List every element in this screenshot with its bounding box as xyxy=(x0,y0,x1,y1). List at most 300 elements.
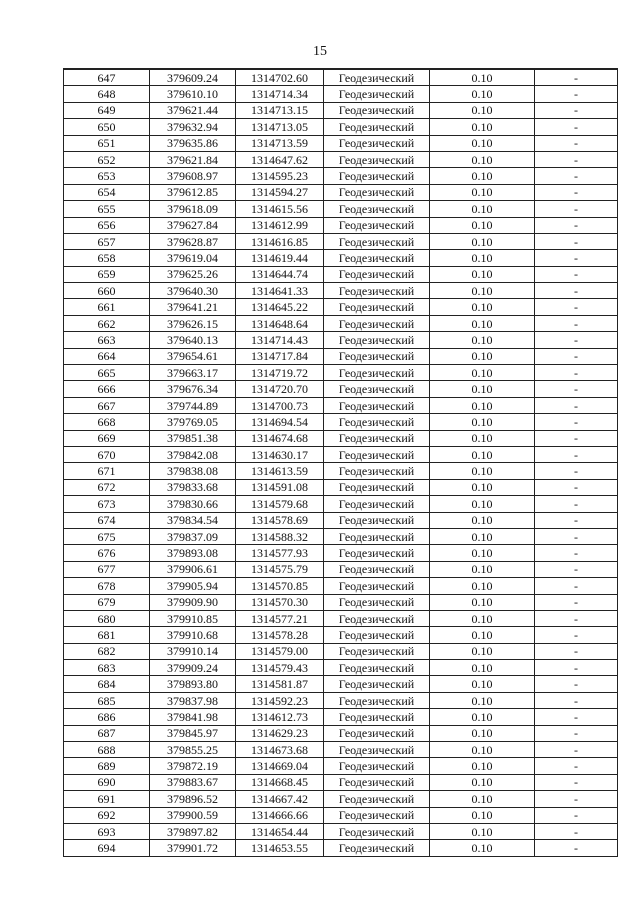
y-coordinate-cell: 1314641.33 xyxy=(236,283,324,299)
y-coordinate-cell: 1314669.04 xyxy=(236,758,324,774)
method-cell: Геодезический xyxy=(324,348,430,364)
description-cell: - xyxy=(535,86,618,102)
description-cell: - xyxy=(535,299,618,315)
y-coordinate-cell: 1314578.28 xyxy=(236,627,324,643)
description-cell: - xyxy=(535,266,618,282)
table-row xyxy=(64,250,618,266)
y-coordinate-cell: 1314702.60 xyxy=(236,69,324,86)
y-coordinate-cell: 1314579.00 xyxy=(236,643,324,659)
table-row xyxy=(64,397,618,413)
x-coordinate-cell: 379610.10 xyxy=(150,86,236,102)
description-cell: - xyxy=(535,446,618,462)
table-row xyxy=(64,151,618,167)
method-cell: Геодезический xyxy=(324,774,430,790)
accuracy-cell: 0.10 xyxy=(430,643,535,659)
y-coordinate-cell: 1314668.45 xyxy=(236,774,324,790)
method-cell: Геодезический xyxy=(324,397,430,413)
y-coordinate-cell: 1314591.08 xyxy=(236,479,324,495)
y-coordinate-cell: 1314674.68 xyxy=(236,430,324,446)
description-cell: - xyxy=(535,545,618,561)
x-coordinate-cell: 379910.68 xyxy=(150,627,236,643)
x-coordinate-cell: 379900.59 xyxy=(150,807,236,823)
accuracy-cell: 0.10 xyxy=(430,594,535,610)
point-number-cell: 693 xyxy=(64,823,150,839)
y-coordinate-cell: 1314612.73 xyxy=(236,709,324,725)
point-number-cell: 687 xyxy=(64,725,150,741)
x-coordinate-cell: 379769.05 xyxy=(150,414,236,430)
accuracy-cell: 0.10 xyxy=(430,69,535,86)
y-coordinate-cell: 1314645.22 xyxy=(236,299,324,315)
method-cell: Геодезический xyxy=(324,594,430,610)
x-coordinate-cell: 379625.26 xyxy=(150,266,236,282)
table-row xyxy=(64,365,618,381)
accuracy-cell: 0.10 xyxy=(430,742,535,758)
table-row xyxy=(64,463,618,479)
description-cell: - xyxy=(535,430,618,446)
description-cell: - xyxy=(535,840,618,856)
x-coordinate-cell: 379608.97 xyxy=(150,168,236,184)
coordinates-table xyxy=(63,68,618,857)
description-cell: - xyxy=(535,102,618,118)
method-cell: Геодезический xyxy=(324,266,430,282)
y-coordinate-cell: 1314629.23 xyxy=(236,725,324,741)
y-coordinate-cell: 1314578.69 xyxy=(236,512,324,528)
table-row xyxy=(64,512,618,528)
y-coordinate-cell: 1314673.68 xyxy=(236,742,324,758)
x-coordinate-cell: 379845.97 xyxy=(150,725,236,741)
table-row xyxy=(64,578,618,594)
description-cell: - xyxy=(535,217,618,233)
y-coordinate-cell: 1314570.30 xyxy=(236,594,324,610)
table-row xyxy=(64,135,618,151)
description-cell: - xyxy=(535,414,618,430)
accuracy-cell: 0.10 xyxy=(430,463,535,479)
x-coordinate-cell: 379893.80 xyxy=(150,676,236,692)
accuracy-cell: 0.10 xyxy=(430,217,535,233)
y-coordinate-cell: 1314592.23 xyxy=(236,692,324,708)
point-number-cell: 692 xyxy=(64,807,150,823)
accuracy-cell: 0.10 xyxy=(430,332,535,348)
x-coordinate-cell: 379910.85 xyxy=(150,610,236,626)
table-row xyxy=(64,266,618,282)
point-number-cell: 670 xyxy=(64,446,150,462)
method-cell: Геодезический xyxy=(324,151,430,167)
point-number-cell: 688 xyxy=(64,742,150,758)
table-row xyxy=(64,643,618,659)
y-coordinate-cell: 1314713.15 xyxy=(236,102,324,118)
method-cell: Геодезический xyxy=(324,840,430,856)
accuracy-cell: 0.10 xyxy=(430,692,535,708)
table-row xyxy=(64,561,618,577)
x-coordinate-cell: 379842.08 xyxy=(150,446,236,462)
x-coordinate-cell: 379851.38 xyxy=(150,430,236,446)
method-cell: Геодезический xyxy=(324,578,430,594)
description-cell: - xyxy=(535,660,618,676)
method-cell: Геодезический xyxy=(324,299,430,315)
table-row xyxy=(64,496,618,512)
accuracy-cell: 0.10 xyxy=(430,184,535,200)
point-number-cell: 675 xyxy=(64,528,150,544)
point-number-cell: 665 xyxy=(64,365,150,381)
description-cell: - xyxy=(535,528,618,544)
method-cell: Геодезический xyxy=(324,430,430,446)
accuracy-cell: 0.10 xyxy=(430,233,535,249)
accuracy-cell: 0.10 xyxy=(430,610,535,626)
y-coordinate-cell: 1314594.27 xyxy=(236,184,324,200)
point-number-cell: 661 xyxy=(64,299,150,315)
description-cell: - xyxy=(535,561,618,577)
point-number-cell: 678 xyxy=(64,578,150,594)
method-cell: Геодезический xyxy=(324,496,430,512)
description-cell: - xyxy=(535,676,618,692)
point-number-cell: 685 xyxy=(64,692,150,708)
accuracy-cell: 0.10 xyxy=(430,545,535,561)
accuracy-cell: 0.10 xyxy=(430,250,535,266)
table-row xyxy=(64,528,618,544)
accuracy-cell: 0.10 xyxy=(430,414,535,430)
point-number-cell: 690 xyxy=(64,774,150,790)
table-row xyxy=(64,119,618,135)
accuracy-cell: 0.10 xyxy=(430,348,535,364)
y-coordinate-cell: 1314613.59 xyxy=(236,463,324,479)
accuracy-cell: 0.10 xyxy=(430,840,535,856)
method-cell: Геодезический xyxy=(324,315,430,331)
description-cell: - xyxy=(535,758,618,774)
point-number-cell: 671 xyxy=(64,463,150,479)
table-row xyxy=(64,774,618,790)
y-coordinate-cell: 1314630.17 xyxy=(236,446,324,462)
point-number-cell: 658 xyxy=(64,250,150,266)
method-cell: Геодезический xyxy=(324,479,430,495)
point-number-cell: 679 xyxy=(64,594,150,610)
point-number-cell: 684 xyxy=(64,676,150,692)
method-cell: Геодезический xyxy=(324,381,430,397)
x-coordinate-cell: 379676.34 xyxy=(150,381,236,397)
x-coordinate-cell: 379635.86 xyxy=(150,135,236,151)
x-coordinate-cell: 379654.61 xyxy=(150,348,236,364)
method-cell: Геодезический xyxy=(324,135,430,151)
point-number-cell: 662 xyxy=(64,315,150,331)
x-coordinate-cell: 379909.90 xyxy=(150,594,236,610)
method-cell: Геодезический xyxy=(324,676,430,692)
point-number-cell: 682 xyxy=(64,643,150,659)
description-cell: - xyxy=(535,201,618,217)
method-cell: Геодезический xyxy=(324,561,430,577)
description-cell: - xyxy=(535,578,618,594)
point-number-cell: 666 xyxy=(64,381,150,397)
accuracy-cell: 0.10 xyxy=(430,709,535,725)
method-cell: Геодезический xyxy=(324,807,430,823)
point-number-cell: 667 xyxy=(64,397,150,413)
y-coordinate-cell: 1314666.66 xyxy=(236,807,324,823)
x-coordinate-cell: 379905.94 xyxy=(150,578,236,594)
point-number-cell: 681 xyxy=(64,627,150,643)
description-cell: - xyxy=(535,315,618,331)
accuracy-cell: 0.10 xyxy=(430,446,535,462)
table-row xyxy=(64,709,618,725)
y-coordinate-cell: 1314667.42 xyxy=(236,791,324,807)
accuracy-cell: 0.10 xyxy=(430,119,535,135)
accuracy-cell: 0.10 xyxy=(430,315,535,331)
method-cell: Геодезический xyxy=(324,102,430,118)
y-coordinate-cell: 1314579.68 xyxy=(236,496,324,512)
y-coordinate-cell: 1314615.56 xyxy=(236,201,324,217)
method-cell: Геодезический xyxy=(324,742,430,758)
table-row xyxy=(64,283,618,299)
x-coordinate-cell: 379841.98 xyxy=(150,709,236,725)
method-cell: Геодезический xyxy=(324,168,430,184)
description-cell: - xyxy=(535,479,618,495)
table-row xyxy=(64,791,618,807)
method-cell: Геодезический xyxy=(324,119,430,135)
method-cell: Геодезический xyxy=(324,709,430,725)
description-cell: - xyxy=(535,692,618,708)
table-row xyxy=(64,315,618,331)
accuracy-cell: 0.10 xyxy=(430,201,535,217)
accuracy-cell: 0.10 xyxy=(430,168,535,184)
accuracy-cell: 0.10 xyxy=(430,676,535,692)
method-cell: Геодезический xyxy=(324,69,430,86)
method-cell: Геодезический xyxy=(324,332,430,348)
table-row xyxy=(64,299,618,315)
description-cell: - xyxy=(535,365,618,381)
method-cell: Геодезический xyxy=(324,217,430,233)
method-cell: Геодезический xyxy=(324,283,430,299)
description-cell: - xyxy=(535,332,618,348)
point-number-cell: 691 xyxy=(64,791,150,807)
table-row xyxy=(64,660,618,676)
accuracy-cell: 0.10 xyxy=(430,151,535,167)
point-number-cell: 676 xyxy=(64,545,150,561)
method-cell: Геодезический xyxy=(324,610,430,626)
y-coordinate-cell: 1314648.64 xyxy=(236,315,324,331)
y-coordinate-cell: 1314714.34 xyxy=(236,86,324,102)
method-cell: Геодезический xyxy=(324,627,430,643)
method-cell: Геодезический xyxy=(324,823,430,839)
accuracy-cell: 0.10 xyxy=(430,479,535,495)
page-number: 15 xyxy=(313,44,327,59)
x-coordinate-cell: 379901.72 xyxy=(150,840,236,856)
method-cell: Геодезический xyxy=(324,250,430,266)
table-row xyxy=(64,217,618,233)
description-cell: - xyxy=(535,610,618,626)
y-coordinate-cell: 1314700.73 xyxy=(236,397,324,413)
y-coordinate-cell: 1314719.72 xyxy=(236,365,324,381)
point-number-cell: 655 xyxy=(64,201,150,217)
x-coordinate-cell: 379621.84 xyxy=(150,151,236,167)
x-coordinate-cell: 379632.94 xyxy=(150,119,236,135)
description-cell: - xyxy=(535,69,618,86)
y-coordinate-cell: 1314575.79 xyxy=(236,561,324,577)
y-coordinate-cell: 1314653.55 xyxy=(236,840,324,856)
table-row xyxy=(64,446,618,462)
point-number-cell: 677 xyxy=(64,561,150,577)
table-row xyxy=(64,823,618,839)
x-coordinate-cell: 379744.89 xyxy=(150,397,236,413)
description-cell: - xyxy=(535,283,618,299)
table-row xyxy=(64,725,618,741)
y-coordinate-cell: 1314579.43 xyxy=(236,660,324,676)
x-coordinate-cell: 379621.44 xyxy=(150,102,236,118)
x-coordinate-cell: 379619.04 xyxy=(150,250,236,266)
description-cell: - xyxy=(535,594,618,610)
y-coordinate-cell: 1314720.70 xyxy=(236,381,324,397)
point-number-cell: 672 xyxy=(64,479,150,495)
description-cell: - xyxy=(535,512,618,528)
table-row xyxy=(64,332,618,348)
point-number-cell: 654 xyxy=(64,184,150,200)
y-coordinate-cell: 1314717.84 xyxy=(236,348,324,364)
description-cell: - xyxy=(535,643,618,659)
description-cell: - xyxy=(535,151,618,167)
accuracy-cell: 0.10 xyxy=(430,283,535,299)
table-row xyxy=(64,676,618,692)
x-coordinate-cell: 379906.61 xyxy=(150,561,236,577)
x-coordinate-cell: 379910.14 xyxy=(150,643,236,659)
point-number-cell: 664 xyxy=(64,348,150,364)
table-row xyxy=(64,692,618,708)
y-coordinate-cell: 1314570.85 xyxy=(236,578,324,594)
method-cell: Геодезический xyxy=(324,643,430,659)
x-coordinate-cell: 379640.30 xyxy=(150,283,236,299)
y-coordinate-cell: 1314612.99 xyxy=(236,217,324,233)
y-coordinate-cell: 1314577.21 xyxy=(236,610,324,626)
y-coordinate-cell: 1314714.43 xyxy=(236,332,324,348)
description-cell: - xyxy=(535,250,618,266)
coordinates-table-body xyxy=(64,69,618,856)
x-coordinate-cell: 379618.09 xyxy=(150,201,236,217)
table-row xyxy=(64,742,618,758)
method-cell: Геодезический xyxy=(324,725,430,741)
description-cell: - xyxy=(535,463,618,479)
point-number-cell: 669 xyxy=(64,430,150,446)
description-cell: - xyxy=(535,135,618,151)
table-row xyxy=(64,102,618,118)
method-cell: Геодезический xyxy=(324,414,430,430)
y-coordinate-cell: 1314581.87 xyxy=(236,676,324,692)
table-row xyxy=(64,348,618,364)
description-cell: - xyxy=(535,168,618,184)
point-number-cell: 674 xyxy=(64,512,150,528)
table-row xyxy=(64,168,618,184)
x-coordinate-cell: 379909.24 xyxy=(150,660,236,676)
y-coordinate-cell: 1314577.93 xyxy=(236,545,324,561)
table-row xyxy=(64,414,618,430)
accuracy-cell: 0.10 xyxy=(430,397,535,413)
point-number-cell: 663 xyxy=(64,332,150,348)
description-cell: - xyxy=(535,627,618,643)
point-number-cell: 680 xyxy=(64,610,150,626)
x-coordinate-cell: 379896.52 xyxy=(150,791,236,807)
x-coordinate-cell: 379830.66 xyxy=(150,496,236,512)
x-coordinate-cell: 379627.84 xyxy=(150,217,236,233)
point-number-cell: 686 xyxy=(64,709,150,725)
accuracy-cell: 0.10 xyxy=(430,823,535,839)
x-coordinate-cell: 379609.24 xyxy=(150,69,236,86)
accuracy-cell: 0.10 xyxy=(430,774,535,790)
description-cell: - xyxy=(535,184,618,200)
description-cell: - xyxy=(535,725,618,741)
x-coordinate-cell: 379640.13 xyxy=(150,332,236,348)
y-coordinate-cell: 1314694.54 xyxy=(236,414,324,430)
point-number-cell: 650 xyxy=(64,119,150,135)
point-number-cell: 683 xyxy=(64,660,150,676)
method-cell: Геодезический xyxy=(324,660,430,676)
method-cell: Геодезический xyxy=(324,365,430,381)
table-row xyxy=(64,184,618,200)
accuracy-cell: 0.10 xyxy=(430,86,535,102)
description-cell: - xyxy=(535,233,618,249)
method-cell: Геодезический xyxy=(324,446,430,462)
x-coordinate-cell: 379641.21 xyxy=(150,299,236,315)
point-number-cell: 656 xyxy=(64,217,150,233)
description-cell: - xyxy=(535,496,618,512)
y-coordinate-cell: 1314619.44 xyxy=(236,250,324,266)
x-coordinate-cell: 379855.25 xyxy=(150,742,236,758)
method-cell: Геодезический xyxy=(324,528,430,544)
point-number-cell: 653 xyxy=(64,168,150,184)
table-row xyxy=(64,840,618,856)
x-coordinate-cell: 379838.08 xyxy=(150,463,236,479)
accuracy-cell: 0.10 xyxy=(430,512,535,528)
description-cell: - xyxy=(535,774,618,790)
x-coordinate-cell: 379837.09 xyxy=(150,528,236,544)
accuracy-cell: 0.10 xyxy=(430,725,535,741)
accuracy-cell: 0.10 xyxy=(430,365,535,381)
accuracy-cell: 0.10 xyxy=(430,561,535,577)
table-row xyxy=(64,594,618,610)
description-cell: - xyxy=(535,791,618,807)
point-number-cell: 694 xyxy=(64,840,150,856)
accuracy-cell: 0.10 xyxy=(430,578,535,594)
table-row xyxy=(64,86,618,102)
method-cell: Геодезический xyxy=(324,791,430,807)
y-coordinate-cell: 1314713.59 xyxy=(236,135,324,151)
point-number-cell: 651 xyxy=(64,135,150,151)
method-cell: Геодезический xyxy=(324,201,430,217)
point-number-cell: 660 xyxy=(64,283,150,299)
description-cell: - xyxy=(535,807,618,823)
accuracy-cell: 0.10 xyxy=(430,528,535,544)
point-number-cell: 647 xyxy=(64,69,150,86)
description-cell: - xyxy=(535,381,618,397)
accuracy-cell: 0.10 xyxy=(430,430,535,446)
x-coordinate-cell: 379883.67 xyxy=(150,774,236,790)
method-cell: Геодезический xyxy=(324,86,430,102)
description-cell: - xyxy=(535,742,618,758)
method-cell: Геодезический xyxy=(324,758,430,774)
point-number-cell: 689 xyxy=(64,758,150,774)
y-coordinate-cell: 1314647.62 xyxy=(236,151,324,167)
method-cell: Геодезический xyxy=(324,512,430,528)
point-number-cell: 657 xyxy=(64,233,150,249)
table-row xyxy=(64,545,618,561)
method-cell: Геодезический xyxy=(324,463,430,479)
point-number-cell: 649 xyxy=(64,102,150,118)
accuracy-cell: 0.10 xyxy=(430,381,535,397)
y-coordinate-cell: 1314616.85 xyxy=(236,233,324,249)
x-coordinate-cell: 379833.68 xyxy=(150,479,236,495)
accuracy-cell: 0.10 xyxy=(430,627,535,643)
y-coordinate-cell: 1314644.74 xyxy=(236,266,324,282)
method-cell: Геодезический xyxy=(324,233,430,249)
y-coordinate-cell: 1314713.05 xyxy=(236,119,324,135)
description-cell: - xyxy=(535,348,618,364)
method-cell: Геодезический xyxy=(324,545,430,561)
x-coordinate-cell: 379834.54 xyxy=(150,512,236,528)
x-coordinate-cell: 379663.17 xyxy=(150,365,236,381)
x-coordinate-cell: 379897.82 xyxy=(150,823,236,839)
